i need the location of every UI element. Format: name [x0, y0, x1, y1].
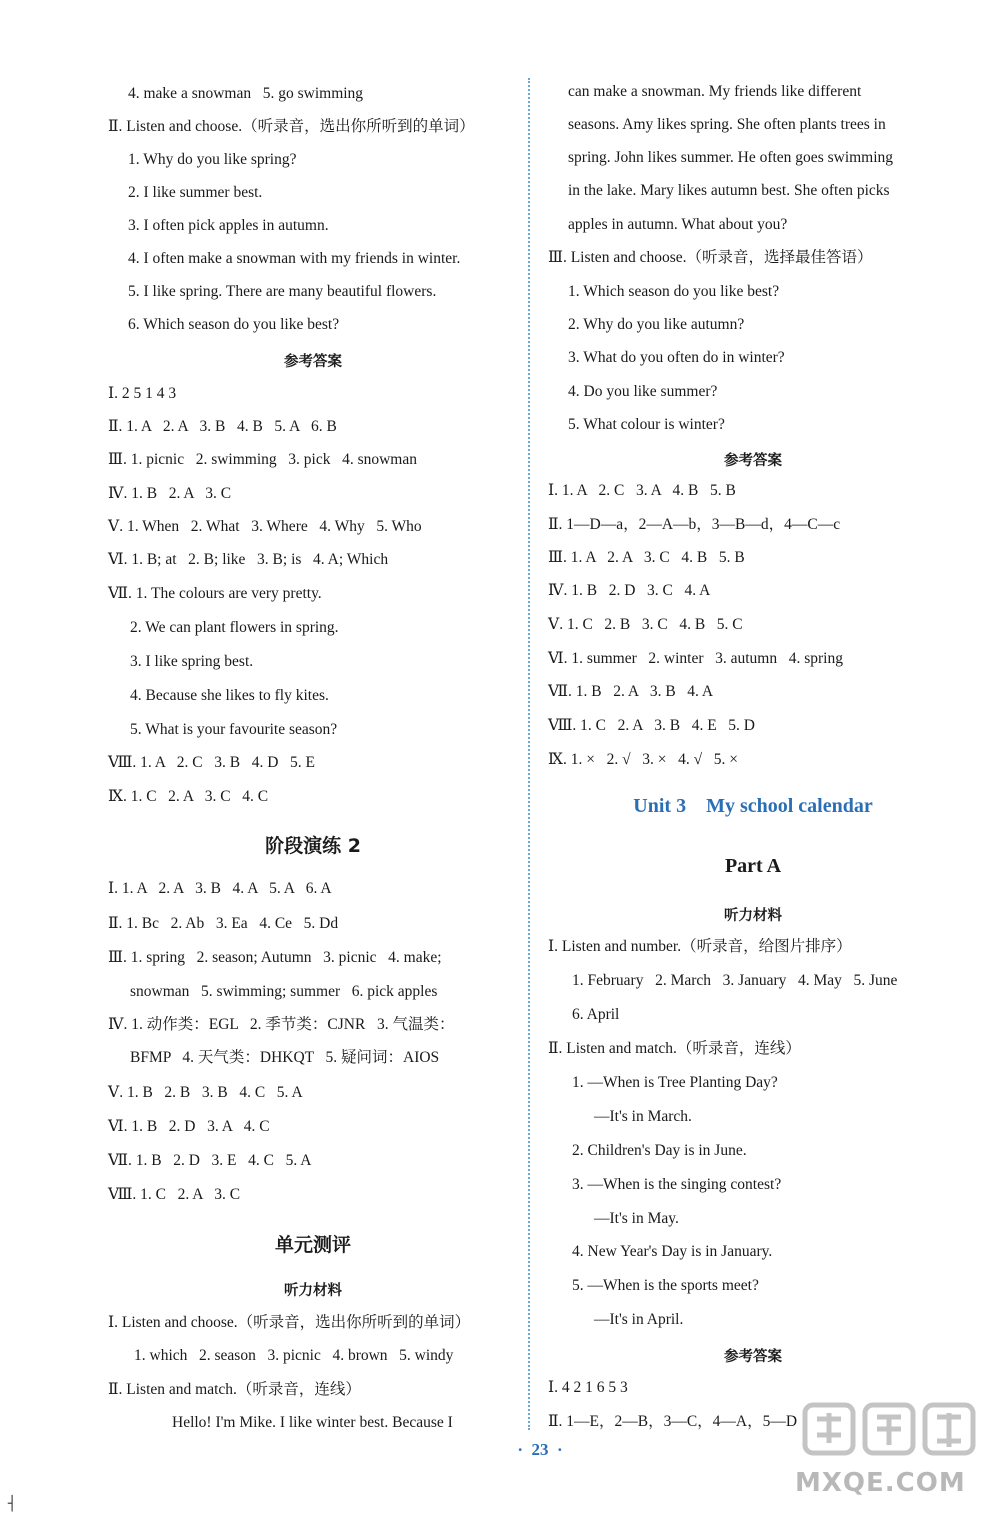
text-line-left-5: 4. I often make a snowman with my friends in winter.	[128, 250, 461, 267]
text-line-left-35: Ⅰ. Listen and choose.（听录音，选出你所听到的单词）	[108, 1314, 471, 1331]
text-line-left-4: 3. I often pick apples in autumn.	[128, 217, 329, 234]
text-line-left-27: Ⅳ. 1. 动作类：EGL 2. 季节类：CJNR 3. 气温类：	[108, 1016, 455, 1033]
part-title-right-22: Part A	[724, 855, 782, 877]
text-line-right-14: Ⅲ. 1. A 2. A 3. C 4. B 5. B	[548, 549, 745, 566]
text-line-left-16: 2. We can plant flowers in spring.	[130, 619, 339, 636]
text-line-right-26: 6. April	[572, 1006, 620, 1023]
text-line-right-27: Ⅱ. Listen and match.（听录音，连线）	[548, 1040, 801, 1057]
text-line-left-24: Ⅱ. 1. Bc 2. Ab 3. Ea 4. Ce 5. Dd	[108, 915, 339, 932]
text-line-left-29: Ⅴ. 1. B 2. B 3. B 4. C 5. A	[108, 1084, 303, 1101]
text-line-left-20: Ⅷ. 1. A 2. C 3. B 4. D 5. E	[108, 754, 315, 771]
text-line-right-9: 4. Do you like summer?	[568, 383, 718, 400]
text-line-left-38: Hello! I'm Mike. I like winter best. Because I	[172, 1414, 453, 1431]
text-line-left-17: 3. I like spring best.	[130, 653, 254, 670]
text-line-left-18: 4. Because she likes to fly kites.	[130, 687, 329, 704]
text-line-right-29: —It's in March.	[594, 1108, 692, 1125]
text-line-left-30: Ⅵ. 1. B 2. D 3. A 4. C	[108, 1118, 270, 1135]
text-line-right-24: Ⅰ. Listen and number.（听录音，给图片排序）	[548, 938, 852, 955]
text-line-right-1: seasons. Amy likes spring. She often plants trees in	[568, 116, 886, 133]
section-subheading-right-23: 听力材料	[724, 908, 782, 924]
section-subheading-right-36: 参考答案	[724, 1349, 782, 1365]
text-line-left-10: Ⅱ. 1. A 2. A 3. B 4. B 5. A 6. B	[108, 418, 337, 435]
text-line-right-35: —It's in April.	[594, 1311, 684, 1328]
text-line-left-15: Ⅶ. 1. The colours are very pretty.	[108, 585, 322, 602]
corner-mark: ┤	[8, 1496, 17, 1512]
text-line-left-23: Ⅰ. 1. A 2. A 3. B 4. A 5. A 6. A	[108, 880, 332, 897]
text-line-left-32: Ⅷ. 1. C 2. A 3. C	[108, 1186, 241, 1203]
text-line-right-37: Ⅰ. 4 2 1 6 5 3	[548, 1379, 628, 1396]
text-line-right-20: Ⅸ. 1. × 2. √ 3. × 4. √ 5. ×	[548, 751, 738, 768]
text-line-left-14: Ⅵ. 1. B; at 2. B; like 3. B; is 4. A; Which	[108, 551, 389, 568]
column-divider	[528, 78, 530, 1430]
text-line-right-18: Ⅶ. 1. B 2. A 3. B 4. A	[548, 683, 714, 700]
text-line-right-6: 1. Which season do you like best?	[568, 283, 780, 300]
text-line-right-4: apples in autumn. What about you?	[568, 216, 788, 233]
text-line-left-26: snowman 5. swimming; summer 6. pick apples	[130, 983, 438, 1000]
text-line-left-37: Ⅱ. Listen and match.（听录音，连线）	[108, 1381, 361, 1398]
text-line-right-25: 1. February 2. March 3. January 4. May 5. June	[572, 972, 898, 989]
text-line-right-2: spring. John likes summer. He often goes swimming	[568, 149, 894, 166]
text-line-left-7: 6. Which season do you like best?	[128, 316, 340, 333]
text-line-right-5: Ⅲ. Listen and choose.（听录音，选择最佳答语）	[548, 249, 873, 266]
text-line-left-3: 2. I like summer best.	[128, 184, 263, 201]
text-line-right-31: 3. —When is the singing contest?	[572, 1176, 782, 1193]
text-line-left-11: Ⅲ. 1. picnic 2. swimming 3. pick 4. snowman	[108, 451, 417, 468]
text-line-right-10: 5. What colour is winter?	[568, 416, 725, 433]
text-line-right-3: in the lake. Mary likes autumn best. She often picks	[568, 182, 890, 199]
text-line-left-13: Ⅴ. 1. When 2. What 3. Where 4. Why 5. Who	[108, 518, 422, 535]
text-line-left-21: Ⅸ. 1. C 2. A 3. C 4. C	[108, 788, 269, 805]
text-line-right-32: —It's in May.	[594, 1210, 679, 1227]
text-line-left-1: Ⅱ. Listen and choose.（听录音，选出你所听到的单词）	[108, 118, 475, 135]
section-heading-left-22: 阶段演练 2	[265, 835, 361, 857]
section-subheading-left-8: 参考答案	[284, 354, 342, 370]
text-line-left-0: 4. make a snowman 5. go swimming	[128, 85, 364, 102]
text-line-right-30: 2. Children's Day is in June.	[572, 1142, 747, 1159]
text-line-left-31: Ⅶ. 1. B 2. D 3. E 4. C 5. A	[108, 1152, 312, 1169]
text-line-left-36: 1. which 2. season 3. picnic 4. brown 5. windy	[134, 1347, 454, 1364]
section-heading-left-33: 单元测评	[274, 1234, 351, 1256]
text-line-right-13: Ⅱ. 1—D—a，2—A—b，3—B—d，4—C—c	[548, 516, 841, 533]
text-line-left-19: 5. What is your favourite season?	[130, 721, 338, 738]
text-line-right-12: Ⅰ. 1. A 2. C 3. A 4. B 5. B	[548, 482, 736, 499]
section-subheading-left-34: 听力材料	[284, 1283, 342, 1299]
text-line-right-15: Ⅳ. 1. B 2. D 3. C 4. A	[548, 582, 711, 599]
text-line-left-25: Ⅲ. 1. spring 2. season; Autumn 3. picnic 4. make;	[108, 949, 442, 966]
text-line-right-33: 4. New Year's Day is in January.	[572, 1243, 773, 1260]
text-line-right-17: Ⅵ. 1. summer 2. winter 3. autumn 4. spring	[548, 650, 843, 667]
watermark-text: MXQE.COM	[795, 1468, 966, 1498]
unit-title-right-21: Unit 3 My school calendar	[633, 795, 873, 817]
text-line-right-0: can make a snowman. My friends like different	[568, 83, 862, 100]
text-line-left-28: BFMP 4. 天气类：DHKQT 5. 疑问词：AIOS	[130, 1049, 440, 1066]
text-line-left-9: Ⅰ. 2 5 1 4 3	[108, 385, 177, 402]
text-line-right-38: Ⅱ. 1—E，2—B，3—C，4—A，5—D	[548, 1413, 798, 1430]
text-line-left-12: Ⅳ. 1. B 2. A 3. C	[108, 485, 232, 502]
text-line-right-7: 2. Why do you like autumn?	[568, 316, 745, 333]
text-line-right-28: 1. —When is Tree Planting Day?	[572, 1074, 778, 1091]
text-line-left-2: 1. Why do you like spring?	[128, 151, 297, 168]
text-line-left-6: 5. I like spring. There are many beautiful flowers.	[128, 283, 437, 300]
text-line-right-8: 3. What do you often do in winter?	[568, 349, 785, 366]
text-line-right-34: 5. —When is the sports meet?	[572, 1277, 759, 1294]
page-number: · 23 ·	[517, 1440, 563, 1459]
text-line-right-19: Ⅷ. 1. C 2. A 3. B 4. E 5. D	[548, 717, 755, 734]
section-subheading-right-11: 参考答案	[724, 453, 782, 469]
text-line-right-16: Ⅴ. 1. C 2. B 3. C 4. B 5. C	[548, 616, 743, 633]
